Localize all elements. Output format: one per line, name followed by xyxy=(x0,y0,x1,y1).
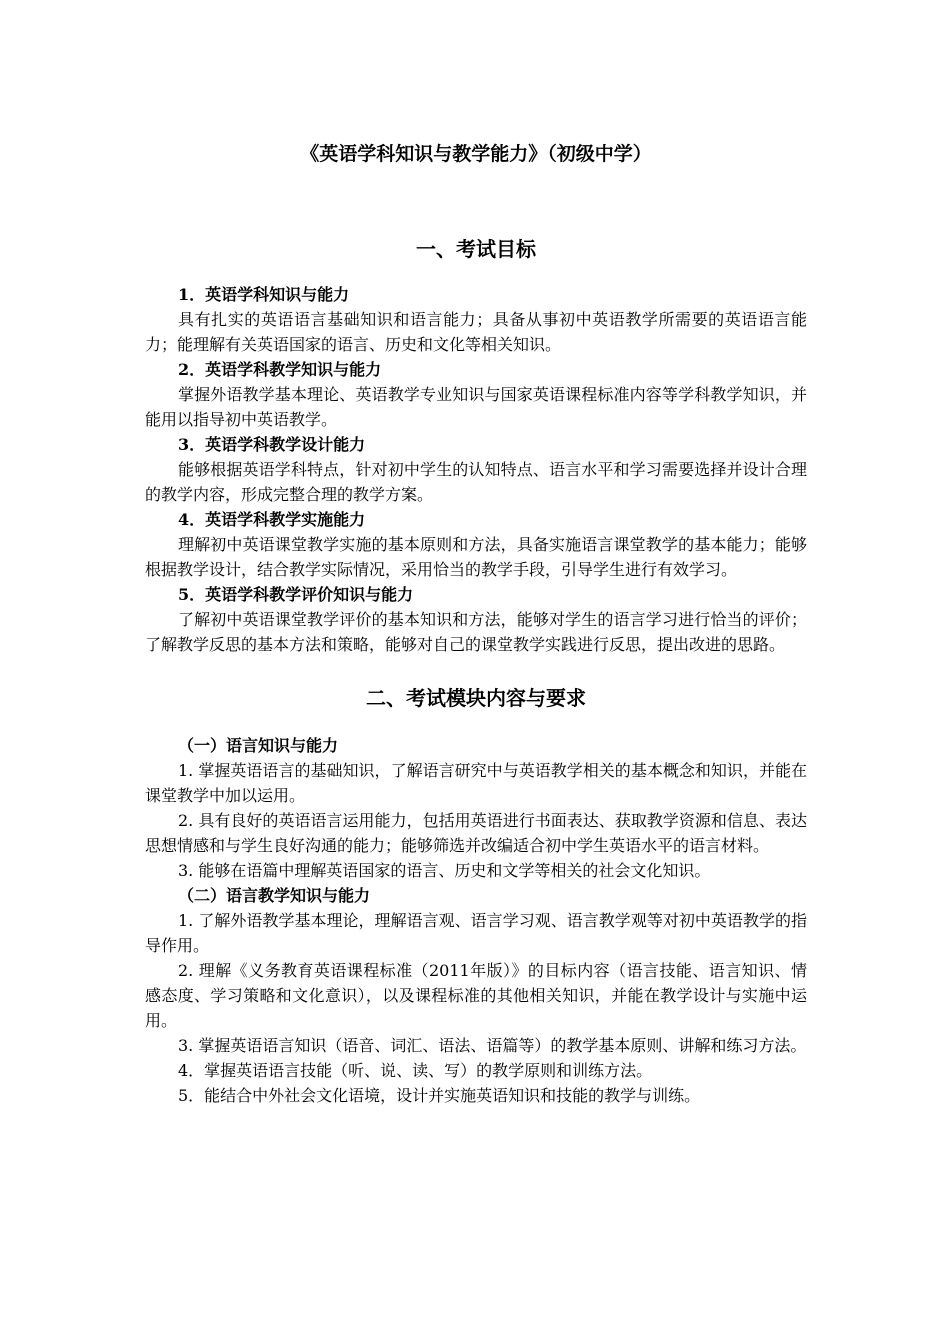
section-heading-exam-objectives: 一、考试目标 xyxy=(416,237,536,261)
objective-text: 了解初中英语课堂教学评价的基本知识和方法，能够对学生的语言学习进行恰当的评价；了解教学反思的基本方法和策略，能够对自己的课堂教学实践进行反思，提出改进的思路。 xyxy=(145,610,807,654)
section-heading-module-content: 二、考试模块内容与要求 xyxy=(366,686,586,710)
requirement-text: 4．掌握英语语言技能（听、说、读、写）的教学原则和训练方法。 xyxy=(178,1061,653,1080)
objective-text: 理解初中英语课堂教学实施的基本原则和方法，具备实施语言课堂教学的基本能力；能够根据教学设计，结合教学实际情况，采用恰当的教学手段，引导学生进行有效学习。 xyxy=(145,535,807,579)
subsection-heading-teaching-knowledge: （二）语言教学知识与能力 xyxy=(178,886,371,905)
objective-heading: 4．英语学科教学实施能力 xyxy=(178,510,366,529)
document-title: 《英语学科知识与教学能力》（初级中学） xyxy=(300,143,652,165)
requirement-text: 1. 掌握英语语言的基础知识，了解语言研究中与英语教学相关的基本概念和知识，并能在课堂教学中加以运用。 xyxy=(145,761,807,805)
requirement-text: 3. 能够在语篇中理解英语国家的语言、历史和文学等相关的社会文化知识。 xyxy=(178,861,711,880)
requirement-text: 5．能结合中外社会文化语境，设计并实施英语知识和技能的教学与训练。 xyxy=(178,1086,701,1105)
objective-heading: 3．英语学科教学设计能力 xyxy=(178,435,366,454)
requirement-text: 2. 具有良好的英语语言运用能力，包括用英语进行书面表达、获取教学资源和信息、表达思想情感和与学生良好沟通的能力；能够筛选并改编适合初中学生英语水平的语言材料。 xyxy=(145,811,807,855)
objective-heading: 5．英语学科教学评价知识与能力 xyxy=(178,585,414,604)
objective-text: 具有扎实的英语语言基础知识和语言能力；具备从事初中英语教学所需要的英语语言能力；能理解有关英语国家的语言、历史和文化等相关知识。 xyxy=(145,310,807,354)
requirement-text: 3. 掌握英语语言知识（语音、词汇、语法、语篇等）的教学基本原则、讲解和练习方法。 xyxy=(178,1036,807,1055)
subsection-heading-language-knowledge: （一）语言知识与能力 xyxy=(178,736,339,755)
objective-heading: 2．英语学科教学知识与能力 xyxy=(178,360,382,379)
document-page xyxy=(145,140,807,1108)
objective-heading: 1．英语学科知识与能力 xyxy=(178,285,350,304)
objective-text: 能够根据英语学科特点，针对初中学生的认知特点、语言水平和学习需要选择并设计合理的教学内容，形成完整合理的教学方案。 xyxy=(145,460,807,504)
objective-text: 掌握外语教学基本理论、英语教学专业知识与国家英语课程标准内容等学科教学知识，并能用以指导初中英语教学。 xyxy=(145,385,807,429)
requirement-text: 2. 理解《义务教育英语课程标准（2011年版）》的目标内容（语言技能、语言知识、情感态度、学习策略和文化意识），以及课程标准的其他相关知识，并能在教学设计与实施中运用。 xyxy=(145,961,807,1030)
requirement-text: 1. 了解外语教学基本理论，理解语言观、语言学习观、语言教学观等对初中英语教学的指导作用。 xyxy=(145,911,807,955)
